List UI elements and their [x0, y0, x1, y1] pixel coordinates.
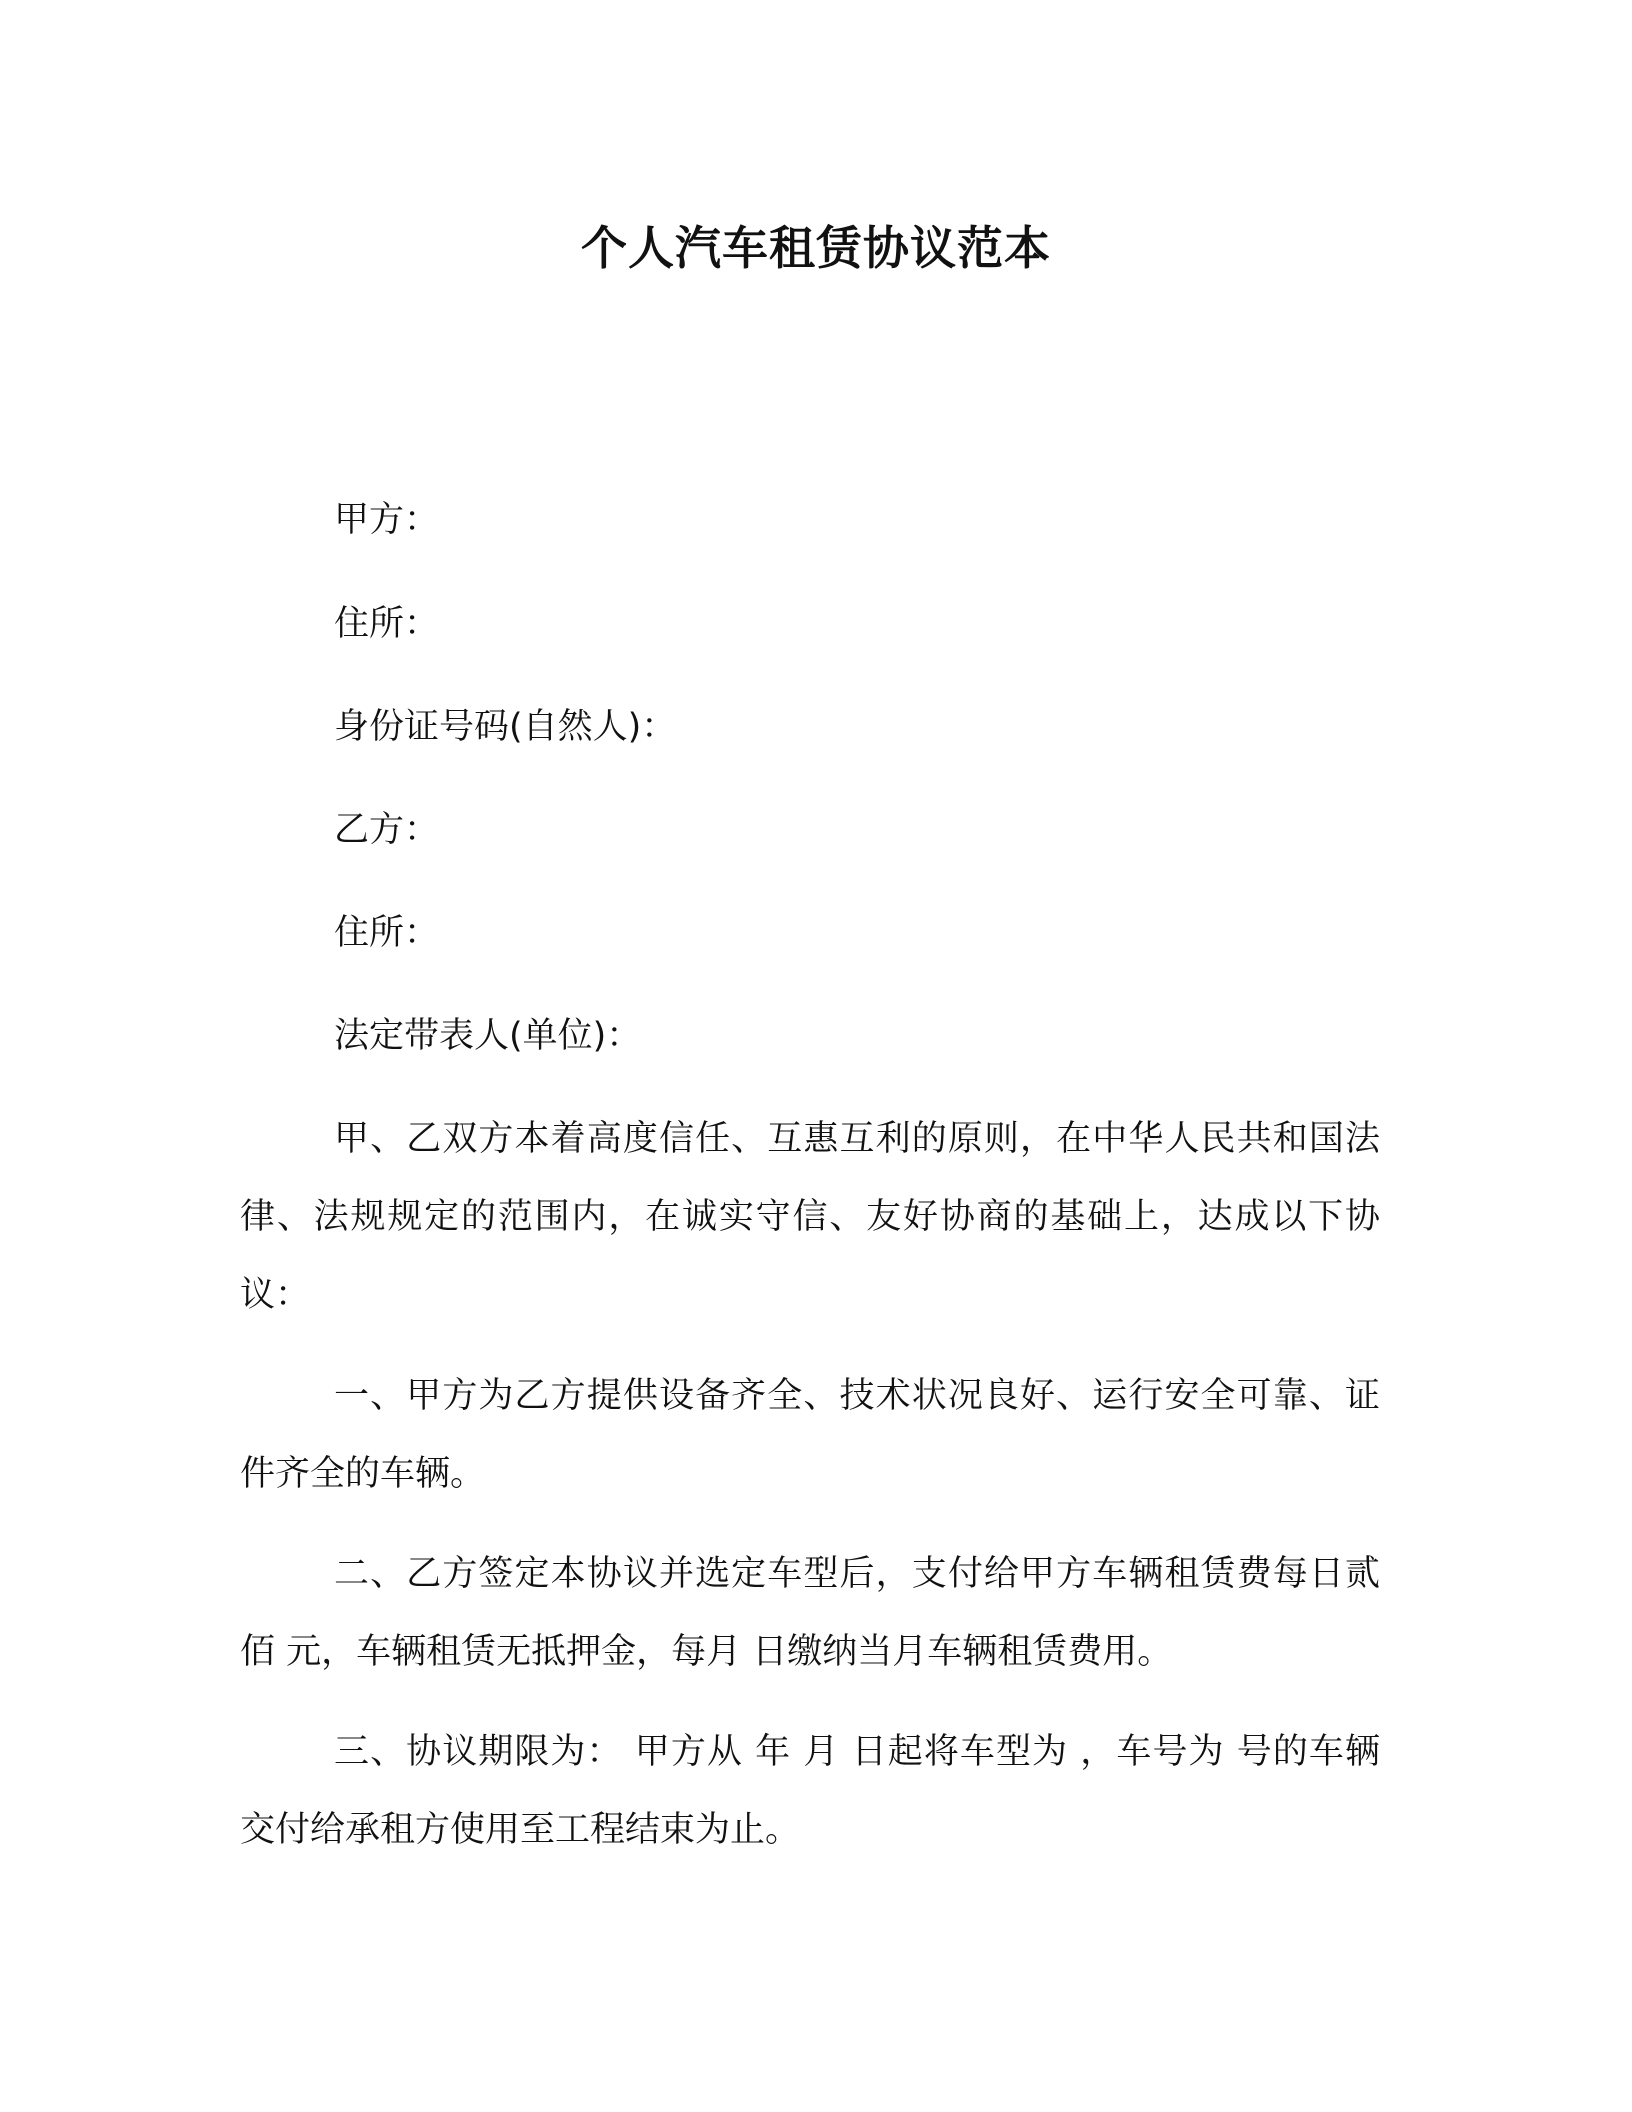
clause-3-paragraph: 三、协议期限为： 甲方从 年 月 日起将车型为 ，车号为 号的车辆交付给承租方使用至工程结束为止。 [240, 1732, 1380, 1850]
party-a-address-field: 住所： [334, 604, 440, 644]
party-a-field: 甲方： [334, 500, 440, 540]
document-title: 个人汽车租赁协议范本 [581, 221, 1051, 275]
intro-paragraph: 甲、乙双方本着高度信任、互惠互利的原则，在中华人民共和国法律、法规规定的范围内，在诚实守信、友好协商的基础上，达成以下协议： [240, 1119, 1380, 1315]
legal-representative-field: 法定带表人(单位)： [334, 1016, 642, 1056]
clause-2-paragraph: 二、乙方签定本协议并选定车型后，支付给甲方车辆租赁费每日贰佰 元，车辆租赁无抵押金，每月 日缴纳当月车辆租赁费用。 [240, 1554, 1380, 1672]
party-b-address-field: 住所： [334, 913, 440, 953]
id-number-field: 身份证号码(自然人)： [334, 707, 677, 747]
clause-1-paragraph: 一、甲方为乙方提供设备齐全、技术状况良好、运行安全可靠、证件齐全的车辆。 [240, 1376, 1380, 1494]
party-b-field: 乙方： [334, 810, 440, 850]
